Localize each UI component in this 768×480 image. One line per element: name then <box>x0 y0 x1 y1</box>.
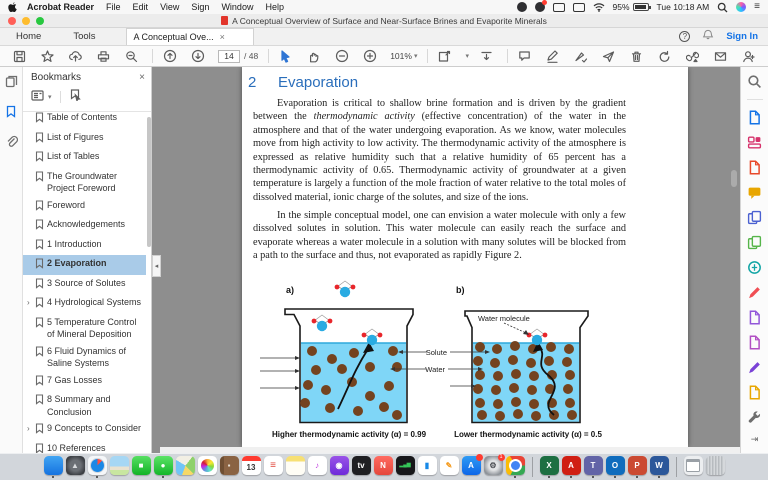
bookmark-label: 2 Evaporation <box>47 258 107 268</box>
solute-dot <box>392 410 402 420</box>
solute-dot <box>529 371 539 381</box>
more-tools-icon[interactable] <box>747 410 762 425</box>
screen-sharing-icon[interactable] <box>553 2 565 12</box>
bookmark-item[interactable] <box>23 197 146 217</box>
bookmark-item[interactable] <box>23 109 146 129</box>
solute-dot <box>365 362 375 372</box>
bookmark-options-icon[interactable] <box>31 88 44 106</box>
solute-dot <box>508 355 518 365</box>
fill-sign-icon[interactable] <box>573 49 588 64</box>
export-pdf-icon[interactable] <box>747 110 762 125</box>
page-total-label: / 48 <box>244 51 259 61</box>
solute-label: Solute <box>425 348 447 357</box>
bookmark-item[interactable] <box>23 440 146 454</box>
bookmarks-list <box>23 109 146 453</box>
dock-app-app-store[interactable]: A <box>462 456 481 479</box>
bookmark-icon <box>35 277 44 293</box>
chevron-spacer <box>27 393 35 394</box>
next-page-icon[interactable] <box>190 49 205 64</box>
bookmark-item[interactable] <box>23 314 146 343</box>
bookmark-icon <box>35 296 44 312</box>
solute-dot <box>511 397 521 407</box>
solute-dot <box>509 383 519 393</box>
bookmark-item[interactable] <box>23 294 146 314</box>
bookmark-item[interactable] <box>23 372 146 392</box>
select-tool-icon[interactable] <box>278 49 293 64</box>
fit-page-icon[interactable] <box>437 49 452 64</box>
bookmark-icon <box>35 374 44 390</box>
spotlight-icon[interactable] <box>717 2 728 13</box>
solute-dot <box>365 391 375 401</box>
dock-app-messages[interactable]: ● <box>154 456 173 479</box>
chevron-spacer <box>27 442 35 443</box>
chevron-spacer <box>27 199 35 200</box>
running-indicator <box>548 476 551 479</box>
chevron-spacer <box>27 316 35 317</box>
dock-app-trash[interactable] <box>706 456 725 479</box>
dock-app-window-stack[interactable] <box>684 456 703 479</box>
control-center-icon[interactable]: ≡ <box>754 1 760 12</box>
solute-dot <box>321 385 331 395</box>
dock-app-contacts[interactable]: ▪ <box>220 456 239 479</box>
toolbar <box>0 46 768 67</box>
dock-app-pages[interactable]: ✎ <box>440 456 459 479</box>
figure-label-b: b) <box>456 285 465 295</box>
combine-files-icon[interactable] <box>747 210 762 225</box>
dock-app-powerpoint[interactable]: P <box>628 456 647 479</box>
status-icons <box>517 2 760 13</box>
dock-app-notes[interactable] <box>286 456 305 479</box>
zoom-caret-icon[interactable]: ▾ <box>413 53 418 60</box>
bookmark-label: 6 Fluid Dynamics of Saline Systems <box>47 345 127 368</box>
dock-divider <box>532 457 533 477</box>
bookmark-icon <box>35 238 44 254</box>
save-icon[interactable] <box>12 49 27 64</box>
menu-item-window[interactable]: Window <box>221 2 254 12</box>
siri-icon[interactable] <box>736 2 746 12</box>
solute-dot <box>337 364 347 374</box>
solute-dot <box>388 346 398 356</box>
chevron-spacer <box>27 374 35 375</box>
beaker-a <box>285 309 413 423</box>
bookmark-item[interactable] <box>23 129 146 149</box>
solute-dot <box>491 385 501 395</box>
previous-page-icon[interactable] <box>162 49 177 64</box>
tab-home[interactable]: Home <box>16 31 42 42</box>
bookmark-label: 4 Hydrological Systems <box>47 297 142 307</box>
solute-dot <box>311 365 321 375</box>
solute-dot <box>475 398 485 408</box>
scrolling-mode-icon[interactable] <box>479 49 494 64</box>
chevron-spacer <box>27 150 35 151</box>
star-icon[interactable] <box>40 49 55 64</box>
active-app-name[interactable]: Acrobat Reader <box>27 2 95 12</box>
bookmark-label: Table of Contents <box>47 112 118 122</box>
chevron-spacer <box>27 131 35 132</box>
bookmark-item[interactable] <box>23 391 146 420</box>
dock-app-keynote[interactable]: ▮ <box>418 456 437 479</box>
solute-dot <box>527 385 537 395</box>
wifi-icon[interactable] <box>593 2 605 12</box>
chevron-spacer <box>27 170 35 171</box>
pdf-file-icon <box>221 16 228 25</box>
notification-badge: 1 <box>499 454 503 460</box>
solute-dot <box>565 370 575 380</box>
protect-icon[interactable] <box>747 310 762 325</box>
solute-dot <box>327 354 337 364</box>
solute-dot <box>563 384 573 394</box>
hand-tool-icon[interactable] <box>306 49 321 64</box>
solute-dot <box>562 357 572 367</box>
bookmark-label: 5 Temperature Control of Mineral Deposition <box>47 316 137 339</box>
menu-item-view[interactable]: View <box>160 2 180 12</box>
solute-dot <box>564 344 574 354</box>
solute-dot <box>379 402 389 412</box>
sign-in-button[interactable]: Sign In <box>726 31 758 42</box>
solute-dot <box>546 342 556 352</box>
delete-pages-icon[interactable] <box>629 49 644 64</box>
running-indicator <box>162 476 165 479</box>
bookmark-label: 9 Concepts to Consider <box>47 423 142 433</box>
page-thumbnails-icon[interactable] <box>5 75 18 93</box>
comment-icon[interactable] <box>747 185 762 200</box>
bookmark-options-caret-icon[interactable]: ▾ <box>48 94 52 101</box>
section-heading: 2 Evaporation <box>248 74 359 91</box>
compress-pdf-icon[interactable] <box>747 260 762 275</box>
running-indicator <box>658 476 661 479</box>
bookmark-label: 7 Gas Losses <box>47 374 103 385</box>
dock <box>0 453 768 480</box>
find-current-bookmark-icon[interactable] <box>69 88 81 106</box>
bookmark-icon <box>35 316 44 332</box>
main-area <box>0 67 768 453</box>
chevron-spacer <box>27 111 35 112</box>
dock-app-photos[interactable] <box>198 456 217 479</box>
bookmarks-panel <box>23 67 152 453</box>
print-icon[interactable] <box>96 49 111 64</box>
email-icon[interactable] <box>713 49 728 64</box>
redact-icon[interactable] <box>747 285 762 300</box>
dock-divider <box>676 457 677 477</box>
expand-chevron-icon[interactable]: › <box>27 424 30 433</box>
solute-dot <box>526 358 536 368</box>
solute-dot <box>495 411 505 421</box>
collapse-panel-handle[interactable]: ◂ <box>152 255 161 277</box>
bookmark-icon <box>35 393 44 409</box>
solute-dot <box>475 370 485 380</box>
bookmark-label: The Groundwater Project Foreword <box>47 170 118 193</box>
bookmark-item[interactable] <box>23 343 146 372</box>
solute-dot <box>392 362 402 372</box>
solute-dot <box>349 348 359 358</box>
bookmark-item[interactable] <box>23 420 146 440</box>
paragraph-1: Evaporation is critical to shallow brine formation and is driven by the gradient between the thermodynamic activity (effective concentration) of the water in the atmosphere and that of the water undergoing evaporation. As we know, water molecules move from high activity to low activity. The thermodynamic activity of the atmosphere is expressed as relative humidity such that a relative humidity of 65 percent has a thermodynamic activity of 0.65. Thermodynamic activity of groundwater at a given temperature is largely a function of the mole fraction of water relative to the total moles of dissolved material, ionic charge of the solutes, and size of the ions. <box>253 98 626 203</box>
tab-document-label: A Conceptual Ove... <box>133 32 214 42</box>
menu-items <box>106 2 296 12</box>
solute-dot <box>493 371 503 381</box>
solute-dot <box>490 358 500 368</box>
bookmark-icon <box>35 442 44 454</box>
bookmark-item[interactable] <box>23 148 146 168</box>
dock-app-outlook[interactable]: O <box>606 456 625 479</box>
dock-app-finder[interactable] <box>44 456 63 479</box>
bookmark-icon <box>35 150 44 166</box>
bookmark-label: 3 Source of Solutes <box>47 277 126 288</box>
chevron-spacer <box>27 257 35 258</box>
tab-bar-right <box>679 28 768 45</box>
menu-item-help[interactable]: Help <box>265 2 284 12</box>
notifications-bell-icon[interactable] <box>702 29 714 44</box>
battery-icon[interactable]: 95% <box>613 2 649 12</box>
tab-tools[interactable]: Tools <box>73 31 96 42</box>
help-icon[interactable]: ? <box>679 31 690 42</box>
dock-app-chrome[interactable] <box>506 456 525 479</box>
dock-app-maps[interactable] <box>176 456 195 479</box>
menu-bar <box>0 0 768 14</box>
dock-app-music[interactable]: ♪ <box>308 456 327 479</box>
bookmark-icon <box>35 218 44 234</box>
tab-document[interactable] <box>126 28 254 45</box>
solute-dot <box>529 399 539 409</box>
dock-app-news[interactable]: N <box>374 456 393 479</box>
clock-icon[interactable]: Tue 10:18 AM <box>656 2 710 12</box>
menu-item-file[interactable]: File <box>106 2 121 12</box>
redo-icon[interactable] <box>657 49 672 64</box>
running-indicator <box>52 476 55 479</box>
request-signatures-icon[interactable] <box>747 385 762 400</box>
water-molecule <box>312 315 333 331</box>
notification-badge <box>476 454 483 461</box>
solute-dot <box>513 409 523 419</box>
dock-app-safari[interactable] <box>88 456 107 479</box>
organize-pages-icon[interactable] <box>747 235 762 250</box>
bookmark-label: List of Figures <box>47 131 104 142</box>
running-indicator <box>592 476 595 479</box>
running-indicator <box>636 476 639 479</box>
chevron-spacer <box>27 345 35 346</box>
water-label: Water <box>425 365 445 374</box>
chevron-spacer <box>27 218 35 219</box>
prepare-form-icon[interactable] <box>747 335 762 350</box>
dock-app-launchpad[interactable]: ▲ <box>66 456 85 479</box>
dock-app-acrobat-reader[interactable]: A <box>562 456 581 479</box>
solute-dot <box>567 410 577 420</box>
bookmark-icon <box>35 345 44 361</box>
figure-2-diagram <box>242 279 688 441</box>
solute-dot <box>300 398 310 408</box>
solute-dot <box>544 356 554 366</box>
beaker-b <box>465 311 588 423</box>
solute-dot <box>493 399 503 409</box>
expand-chevron-icon[interactable]: › <box>27 298 30 307</box>
dock-app-word[interactable]: W <box>650 456 669 479</box>
display-icon[interactable] <box>573 2 585 12</box>
attachments-icon[interactable] <box>5 135 18 153</box>
fill-sign-icon[interactable] <box>747 360 762 375</box>
document-scrollbar-thumb[interactable] <box>731 170 737 187</box>
bookmark-label: Acknowledgements <box>47 219 126 229</box>
solute-dot <box>307 346 317 356</box>
edit-pdf-icon[interactable] <box>747 135 762 150</box>
solute-dot <box>384 381 394 391</box>
document-area[interactable] <box>160 67 740 453</box>
dock-app-excel[interactable]: X <box>540 456 559 479</box>
bookmark-icon <box>35 131 44 147</box>
solute-dot <box>353 406 363 416</box>
bookmark-item[interactable] <box>23 216 146 236</box>
dock-app-mail[interactable] <box>110 456 129 479</box>
window-title-bar <box>0 14 768 28</box>
caption-b: Lower thermodynamic activity (α) = 0.5 <box>454 430 602 439</box>
bookmarks-pane-icon[interactable] <box>5 105 17 123</box>
dock-app-facetime[interactable]: ■ <box>132 456 151 479</box>
water-molecule-label: Water molecule <box>478 314 530 323</box>
water-molecule <box>335 281 356 297</box>
tab-bar <box>0 28 768 46</box>
close-panel-icon[interactable]: × <box>139 72 145 83</box>
solute-dot <box>325 403 335 413</box>
solute-dot <box>303 380 313 390</box>
create-pdf-icon[interactable] <box>747 160 762 175</box>
bookmark-item[interactable] <box>23 255 146 275</box>
share-upload-icon[interactable] <box>68 49 83 64</box>
dock-app-apple-tv[interactable]: tv <box>352 456 371 479</box>
find-icon[interactable] <box>124 49 139 64</box>
bookmark-label: 8 Summary and Conclusion <box>47 394 111 417</box>
figure-label-a: a) <box>286 285 295 295</box>
highlight-icon[interactable] <box>545 49 560 64</box>
bookmarks-scrollbar[interactable] <box>147 117 151 247</box>
paragraph-2: In the simple conceptual model, one can envision a water molecule with only a few dissolved solutes in solution. This water molecule can easily reach the surface and evaporate whereas a water molecule in a solution with many solutes will be blocked from a path to the surface and thus, not evaporated as rapidly Figure 2. <box>253 210 626 262</box>
obs-icon[interactable] <box>517 2 527 12</box>
fit-caret-icon[interactable]: ▾ <box>465 53 469 60</box>
bookmark-label: 10 References <box>47 442 106 453</box>
chevron-spacer <box>27 238 35 239</box>
zoom-in-icon[interactable] <box>362 49 377 64</box>
pdf-page[interactable] <box>242 67 688 447</box>
dock-app-system-preferences[interactable]: ⚙ 1 <box>484 456 503 479</box>
solute-dot <box>473 356 483 366</box>
solute-dot <box>565 398 575 408</box>
zoom-out-icon[interactable] <box>334 49 349 64</box>
dock-app-podcasts[interactable]: ◉ <box>330 456 349 479</box>
solute-dot <box>475 342 485 352</box>
dock-app-reminders[interactable] <box>264 456 283 479</box>
bookmark-item[interactable] <box>23 275 146 295</box>
solute-dot <box>510 341 520 351</box>
solute-dot <box>531 411 541 421</box>
share-person-icon[interactable] <box>741 49 756 64</box>
send-share-icon[interactable] <box>601 49 616 64</box>
chevron-spacer <box>27 277 35 278</box>
caption-a: Higher thermodynamic activity (α) = 0.99 <box>271 430 427 439</box>
running-indicator <box>96 476 99 479</box>
bookmark-item[interactable] <box>23 168 146 197</box>
github-icon[interactable] <box>535 2 545 12</box>
bookmark-icon <box>35 257 44 273</box>
bookmark-icon <box>35 170 44 186</box>
running-indicator <box>514 476 517 479</box>
dock-app-calendar[interactable]: 13 <box>242 456 261 479</box>
apple-menu-icon[interactable] <box>8 2 17 13</box>
solute-dot <box>477 410 487 420</box>
running-indicator <box>570 476 573 479</box>
bookmark-label: 1 Introduction <box>47 238 102 249</box>
running-indicator <box>614 476 617 479</box>
bookmarks-panel-title: Bookmarks <box>31 72 82 83</box>
collapse-tools-panel-icon[interactable]: ⇥ <box>750 434 759 444</box>
solute-dot <box>492 344 502 354</box>
menu-item-sign[interactable]: Sign <box>191 2 210 12</box>
comment-icon[interactable] <box>517 49 532 64</box>
menu-item-edit[interactable]: Edit <box>132 2 149 12</box>
bookmark-label: Foreword <box>47 199 86 210</box>
dock-app-teams[interactable]: T <box>584 456 603 479</box>
link-tools-icon[interactable] <box>685 49 700 64</box>
dock-app-stocks[interactable]: ▂▄▆ <box>396 456 415 479</box>
search-tool-icon[interactable] <box>747 74 762 89</box>
tab-close-icon[interactable]: × <box>219 32 225 42</box>
bookmark-icon <box>35 199 44 215</box>
page-number-input[interactable] <box>218 50 240 63</box>
zoom-level-label[interactable]: 101% <box>390 51 412 61</box>
bookmark-item[interactable] <box>23 236 146 256</box>
solute-dot <box>511 369 521 379</box>
navigation-pane-strip <box>0 67 23 453</box>
bookmark-label: List of Tables <box>47 151 100 161</box>
bookmark-icon <box>35 422 44 438</box>
tools-panel <box>740 67 768 453</box>
bookmark-icon <box>35 111 44 127</box>
window-title: A Conceptual Overview of Surface and Near-Surface Brines and Evaporite Minerals <box>0 16 768 26</box>
